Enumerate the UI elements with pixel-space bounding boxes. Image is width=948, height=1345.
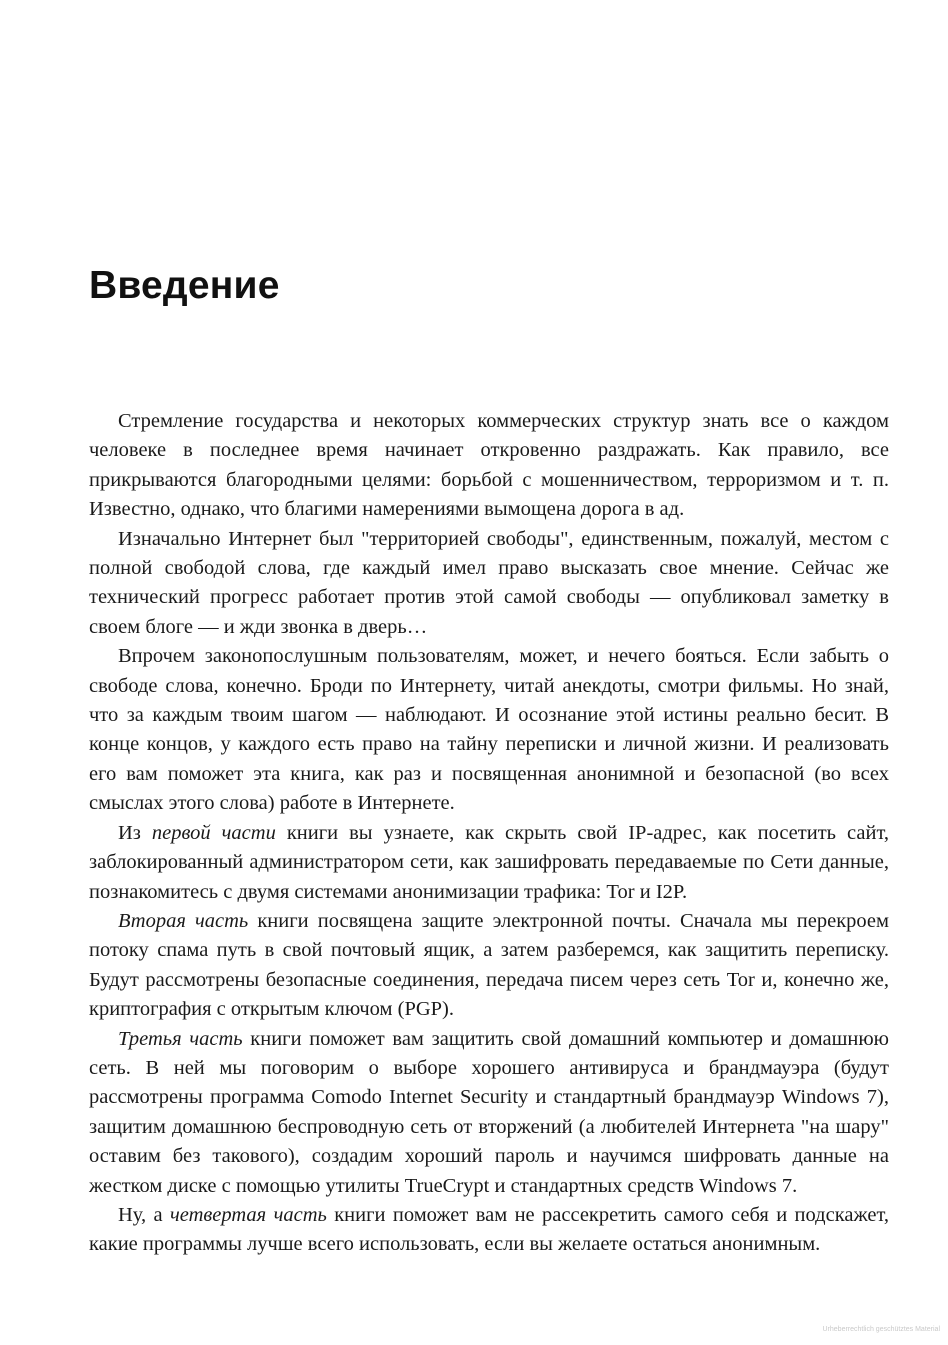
- chapter-title: Введение: [89, 264, 280, 307]
- paragraph-lead: Ну, а: [118, 1203, 170, 1226]
- paragraph-text: Впрочем законопослушным пользователям, может, и нечего бояться. Если забыть о свободе слова, конечно. Броди по Интернету, читай анекдоты, смотри фильмы. Но знай, что за каждым твоим шагом — наблюдают. И осознание этой истины реально бесит. В конце концов, у каждого есть право на тайну переписки и личной жизни. И реализовать его вам поможет эта книга, как раз и посвященная анонимной и безопасной (во всех смыслах этого слова) работе в Интернете.: [89, 645, 889, 815]
- body-text: [89, 407, 889, 1260]
- paragraph-5: [89, 907, 889, 1025]
- part-name-third: Третья часть: [118, 1027, 243, 1050]
- paragraph-4: [89, 819, 889, 907]
- paragraph-text: Стремление государства и некоторых коммерческих структур знать все о каждом человеке в последнее время начинает откровенно раздражать. Как правило, все прикрываются благородными целями: борьбой с мошенничеством, терроризмом и т. п. Известно, однако, что благими намерениями вымощена дорога в ад.: [89, 410, 889, 521]
- paragraph-3: [89, 642, 889, 818]
- paragraph-6: [89, 1025, 889, 1201]
- paragraph-text: книги посвящена защите электронной почты. Сначала мы перекроем потоку спама путь в свой почтовый ящик, а затем разберемся, как защитить переписку. Будут рассмотрены безопасные соединения, передача писем через сеть Tor и, конечно же, криптография с открытым ключом (PGP).: [89, 909, 889, 1021]
- paragraph-lead: Из: [118, 821, 152, 844]
- paragraph-2: [89, 525, 889, 643]
- paragraph-7: [89, 1201, 889, 1260]
- paragraph-text: книги поможет вам защитить свой домашний компьютер и домашнюю сеть. В ней мы поговорим о выборе хорошего антивируса и брандмауэра (будут рассмотрены программа Comodo Internet Security и стандартный брандмауэр Windows 7), защитим домашнюю беспроводную сеть от вторжений (а любителей Интернета "на шару" оставим без такового), создадим хороший пароль и научимся шифровать данные на жестком диске с помощью утилиты TrueCrypt и стандартных средств Windows 7.: [89, 1027, 889, 1197]
- paragraph-1: [89, 407, 889, 525]
- paragraph-text: книги вы узнаете, как скрыть свой IP-адрес, как посетить сайт, заблокированный администратором сети, как зашифровать передаваемые по Сети данные, познакомитесь с двумя системами анонимизации трафика: Tor и I2P.: [89, 821, 889, 903]
- paragraph-text: Изначально Интернет был "территорией свободы", единственным, пожалуй, местом с полной свободой слова, где каждый имел право высказать свое мнение. Сейчас же технический прогресс работает против этой самой свободы — опубликовал заметку в своем блоге — и жди звонка в дверь…: [89, 527, 889, 638]
- part-name-second: Вторая часть: [118, 909, 249, 932]
- copyright-watermark: Urheberrechtlich geschütztes Material: [822, 1326, 940, 1333]
- part-name-fourth: четвертая часть: [169, 1203, 327, 1226]
- part-name-first: первой части: [151, 821, 276, 844]
- paragraph-text: книги поможет вам не рассекретить самого себя и подскажет, какие программы лучше всего использовать, если вы желаете остаться анонимным.: [89, 1203, 889, 1256]
